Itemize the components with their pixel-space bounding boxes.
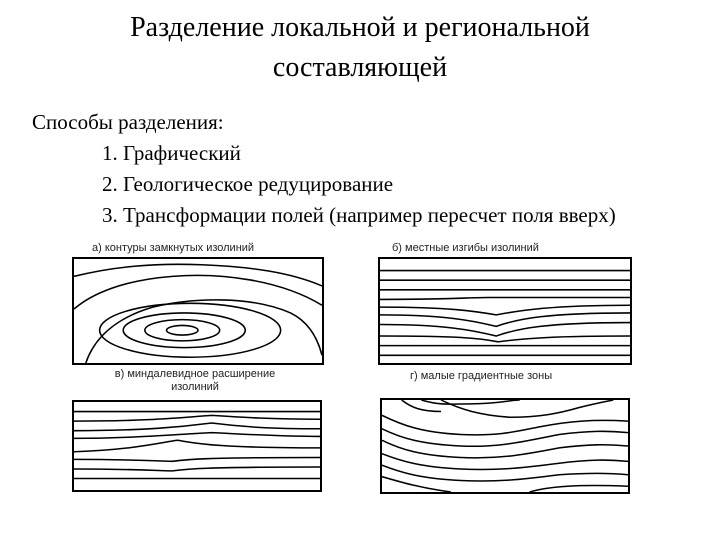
methods-list <box>32 107 616 231</box>
figure-c-caption <box>102 368 288 394</box>
slide-title-line-1: Разделение локальной и региональной <box>130 12 590 43</box>
figure-c-almond-widening <box>72 400 322 492</box>
figure-a-isolines <box>74 259 322 363</box>
figure-d-small-gradient-zones <box>380 398 630 494</box>
slide-title <box>60 8 660 88</box>
figure-b-local-bends <box>378 257 632 365</box>
methods-heading: Способы разделения: <box>32 110 224 134</box>
figure-c-caption-line-1: в) миндалевидное расширение <box>114 368 276 380</box>
slide-title-line-2: составляющей <box>272 52 448 83</box>
method-item-3: 3. Трансформации полей (например пересчет поля вверх) <box>102 203 616 227</box>
method-item-2: 2. Геологическое редуцирование <box>102 172 394 196</box>
figure-d-caption: г) малые градиентные зоны <box>410 370 553 382</box>
figure-d-isolines <box>382 400 628 492</box>
method-item-1: 1. Графический <box>102 141 241 165</box>
figure-c-isolines <box>74 402 320 490</box>
figure-a-caption: а) контуры замкнутых изолиний <box>92 242 255 254</box>
figure-b-caption: б) местные изгибы изолиний <box>392 242 539 254</box>
figure-b-isolines <box>380 259 630 363</box>
figure-a-closed-contours <box>72 257 324 365</box>
figure-c-caption-line-2: изолиний <box>171 381 219 393</box>
